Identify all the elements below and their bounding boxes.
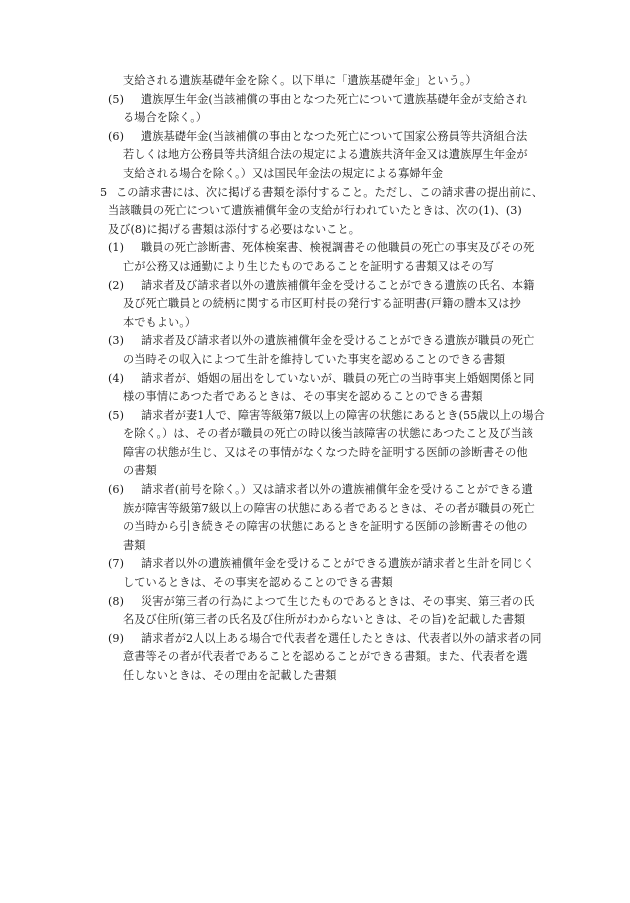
document-body xyxy=(100,72,546,686)
text-line: 請求者及び請求者以外の遺族補償年金を受けることができる遺族の氏名、本籍 xyxy=(141,278,535,292)
text-line: 及び死亡職員との続柄に関する市区町村長の発行する証明書(戸籍の謄本又は抄 xyxy=(123,297,521,311)
text-line: 請求者及び請求者以外の遺族補償年金を受けることができる遺族が職員の死亡 xyxy=(141,334,535,348)
item-2 xyxy=(108,277,546,333)
text-line: を除く。）は、その者が職員の死亡の時以後当該障害の状態にあつたこと及び当該 xyxy=(123,427,533,441)
text-line: 亡が公務又は通勤により生じたものであることを証明する書類又はその写 xyxy=(123,259,494,273)
item-number: (8) xyxy=(108,594,124,608)
item-number: (7) xyxy=(108,557,124,571)
item-number: (6) xyxy=(108,129,124,143)
text-line: 請求者が2人以上ある場合で代表者を選任したときは、代表者以外の請求者の同 xyxy=(141,631,542,645)
item-number: (6) xyxy=(108,483,124,497)
text-line: の当時その収入によつて生計を維持していた事実を認めることのできる書類 xyxy=(123,352,506,366)
text-line: 遺族基礎年金(当該補償の事由となつた死亡について国家公務員等共済組合法 xyxy=(141,129,528,143)
text-line: しているときは、その事実を認めることのできる書類 xyxy=(123,576,393,590)
text-line: る場合を除く。） xyxy=(123,111,208,125)
text-line: 災害が第三者の行為によつて生じたものであるときは、その事実、第三者の氏 xyxy=(141,594,535,608)
text-line: この請求書には、次に掲げる書類を添付すること。ただし、この請求書の提出前に、 xyxy=(116,185,544,199)
continuation-paragraph xyxy=(108,72,546,91)
text-line: 請求者が、婚姻の届出をしていないが、職員の死亡の当時事実上婚姻関係と同 xyxy=(141,371,535,385)
text-line: 任しないときは、その理由を記載した書類 xyxy=(123,669,337,682)
item-number: (9) xyxy=(108,631,124,645)
item-number: (3) xyxy=(108,334,124,348)
text-line: 請求者(前号を除く。）又は請求者以外の遺族補償年金を受けることができる遺 xyxy=(141,483,533,497)
item-5 xyxy=(108,407,546,481)
item-3 xyxy=(108,332,546,369)
text-line: 様の事情にあつた者であるときは、その事実を認めることのできる書類 xyxy=(123,390,483,404)
text-line: 支給される場合を除く。）又は国民年金法の規定による寡婦年金 xyxy=(123,166,444,180)
text-line: 意書等その者が代表者であることを認めることができる書類。また、代表者を選 xyxy=(123,650,528,664)
section-number: 5 xyxy=(100,185,108,199)
pre-item-5 xyxy=(108,91,546,128)
text-line: 障害の状態が生じ、又はその事情がなくなつた時を証明する医師の診断書その他 xyxy=(123,445,528,459)
text-line: 書類 xyxy=(123,538,146,552)
item-4 xyxy=(108,370,546,407)
text-line: 支給される遺族基礎年金を除く。以下単に「遺族基礎年金」という。） xyxy=(123,74,477,87)
text-line: 遺族厚生年金(当該補償の事由となつた死亡について遺族基礎年金が支給され xyxy=(141,92,528,106)
item-1 xyxy=(108,239,546,276)
item-6 xyxy=(108,481,546,555)
item-number: (5) xyxy=(108,92,124,106)
text-line: 請求者が妻1人で、障害等級第7級以上の障害の状態にあるとき(55歳以上の場合 xyxy=(141,408,545,422)
text-line: 族が障害等級第7級以上の障害の状態にある者であるときは、その者が職員の死亡 xyxy=(123,501,535,515)
item-8 xyxy=(108,593,546,630)
item-number: (5) xyxy=(108,408,124,422)
item-number: (4) xyxy=(108,371,124,385)
item-9 xyxy=(108,630,546,686)
text-line: 若しくは地方公務員等共済組合法の規定による遺族共済年金又は遺族厚生年金が xyxy=(123,148,528,162)
text-line: の書類 xyxy=(123,464,157,478)
text-line: 当該職員の死亡について遺族補償年金の支給が行われていたときは、次の(1)、(3) xyxy=(108,204,522,218)
text-line: 及び(8)に掲げる書類は添付する必要はないこと。 xyxy=(108,222,360,236)
item-number: (1) xyxy=(108,241,124,255)
section-5 xyxy=(100,184,546,240)
item-7 xyxy=(108,555,546,592)
text-line: 名及び住所(第三者の氏名及び住所がわからないときは、その旨)を記載した書類 xyxy=(123,613,526,627)
pre-item-6 xyxy=(108,128,546,184)
text-line: 職員の死亡診断書、死体検案書、検視調書その他職員の死亡の事実及びその死 xyxy=(141,241,535,255)
text-line: の当時から引き続きその障害の状態にあるときを証明する医師の診断書その他の xyxy=(123,520,528,534)
item-number: (2) xyxy=(108,278,124,292)
text-line: 本でもよい。） xyxy=(123,315,197,329)
text-line: 請求者以外の遺族補償年金を受けることができる遺族が請求者と生計を同じく xyxy=(141,557,535,571)
